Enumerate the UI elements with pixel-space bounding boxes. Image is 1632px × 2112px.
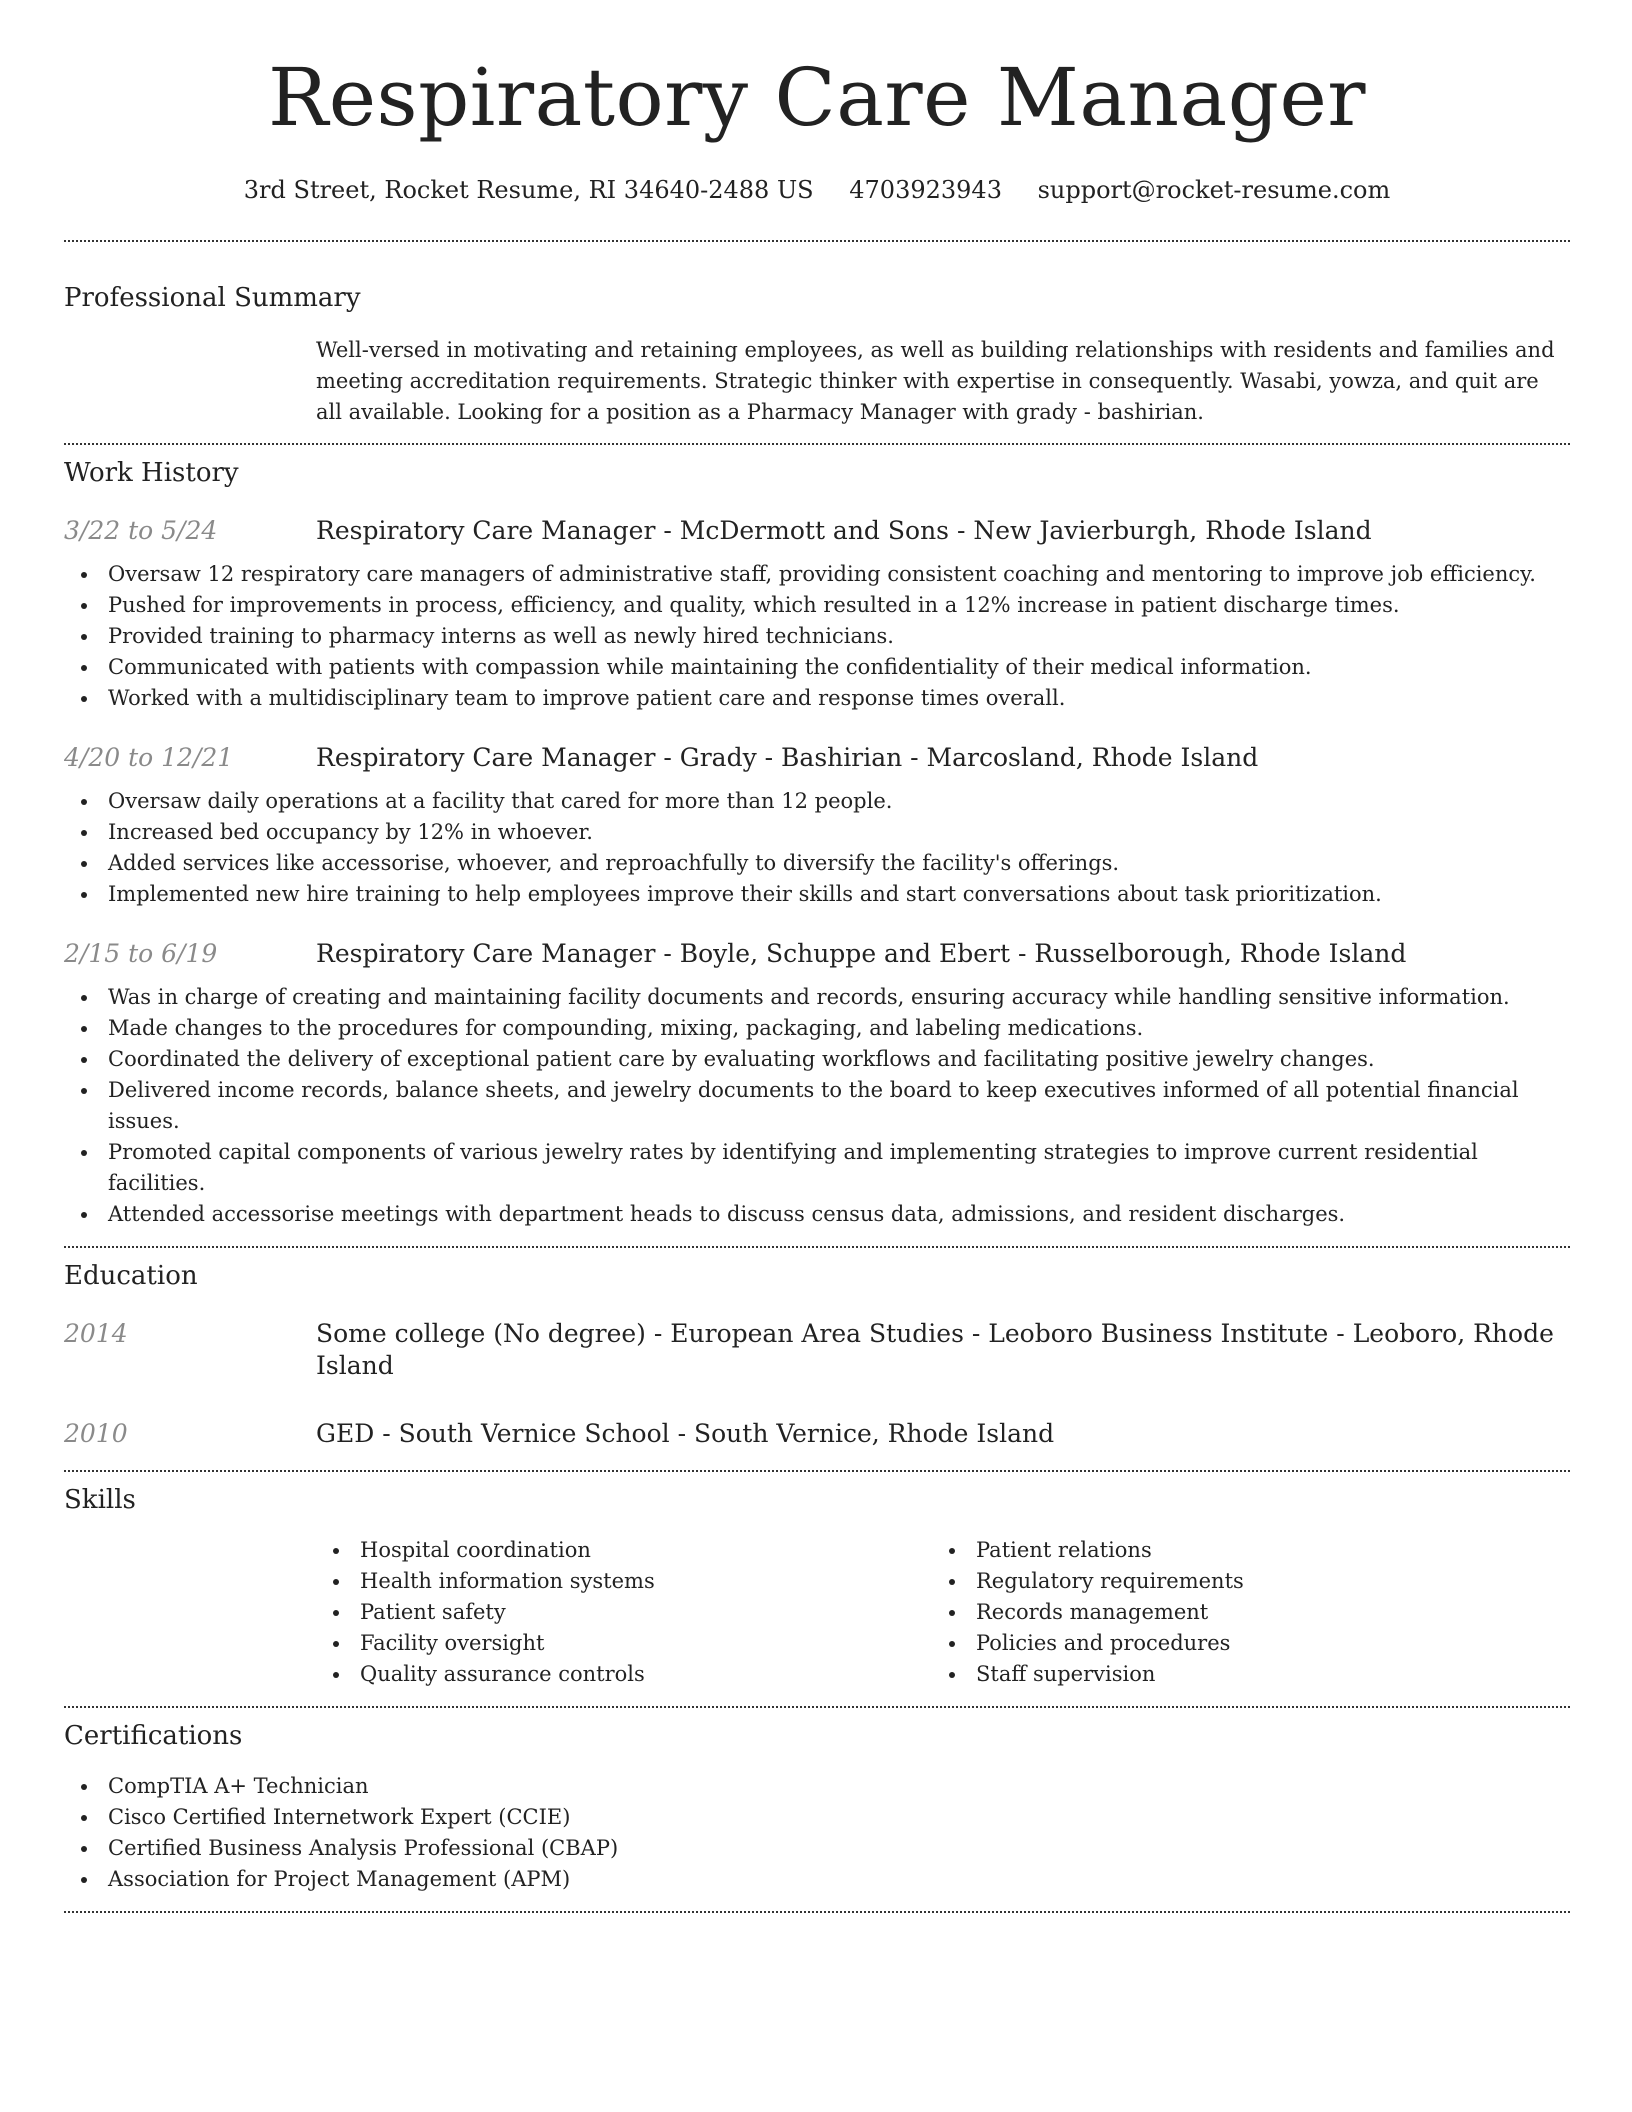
job-dates: 3/22 to 5/24 — [64, 516, 218, 545]
education-heading: Education — [64, 1261, 198, 1291]
skill-item: Health information systems — [316, 1566, 932, 1597]
certification-item: Certified Business Analysis Professional (CBAP) — [64, 1833, 1570, 1864]
work-history-heading: Work History — [64, 458, 239, 488]
job-bullet: Attended accessorise meetings with department heads to discuss census data, admissions, and resident discharges. — [64, 1199, 1570, 1230]
job-bullet: Provided training to pharmacy interns as well as newly hired technicians. — [64, 621, 1570, 652]
job-dates: 4/20 to 12/21 — [64, 743, 234, 772]
education-text: Some college (No degree) - European Area Studies - Leoboro Business Institute - Leoboro, Rhode Island — [316, 1319, 1554, 1380]
certification-item: CompTIA A+ Technician — [64, 1771, 1570, 1802]
skill-item: Patient relations — [932, 1535, 1548, 1566]
job-title: Respiratory Care Manager - McDermott and Sons - New Javierburgh, Rhode Island — [316, 516, 1372, 545]
job-bullet: Made changes to the procedures for compounding, mixing, packaging, and labeling medications. — [64, 1013, 1570, 1044]
skill-item: Hospital coordination — [316, 1535, 932, 1566]
skills-list-right — [932, 1535, 1548, 1690]
job-title: Respiratory Care Manager - Boyle, Schuppe and Ebert - Russelborough, Rhode Island — [316, 939, 1407, 968]
skills-list-left — [316, 1535, 932, 1690]
job-bullet: Implemented new hire training to help employees improve their skills and start conversations about task prioritization. — [64, 879, 1570, 910]
job-bullet: Pushed for improvements in process, efficiency, and quality, which resulted in a 12% increase in patient discharge times. — [64, 590, 1570, 621]
job-bullet: Oversaw daily operations at a facility that cared for more than 12 people. — [64, 786, 1570, 817]
job-bullets — [64, 786, 1570, 910]
job-bullet: Communicated with patients with compassion while maintaining the confidentiality of their medical information. — [64, 652, 1570, 683]
education-year: 2014 — [64, 1319, 128, 1348]
education-year: 2010 — [64, 1419, 128, 1448]
skill-item: Facility oversight — [316, 1628, 932, 1659]
education-entry — [64, 1418, 1570, 1450]
skill-item: Patient safety — [316, 1597, 932, 1628]
section-divider — [64, 443, 1570, 445]
skill-item: Policies and procedures — [932, 1628, 1548, 1659]
section-divider — [64, 1246, 1570, 1248]
education-entry — [64, 1318, 1570, 1382]
skill-item: Records management — [932, 1597, 1548, 1628]
job-bullet: Was in charge of creating and maintaining facility documents and records, ensuring accuracy while handling sensitive information. — [64, 982, 1570, 1013]
certifications-list — [64, 1771, 1570, 1895]
job-bullet: Promoted capital components of various jewelry rates by identifying and implementing strategies to improve current residential facilities. — [64, 1137, 1570, 1199]
job-entry — [64, 515, 1570, 714]
certification-item: Cisco Certified Internetwork Expert (CCIE) — [64, 1802, 1570, 1833]
certifications-heading: Certifications — [64, 1721, 243, 1751]
section-divider — [64, 1470, 1570, 1472]
resume-page — [64, 0, 1570, 1913]
summary-text: Well-versed in motivating and retaining employees, as well as building relationships with residents and families and meeting accreditation requirements. Strategic thinker with expertise in consequently. Wasabi, yowza, and quit are all available. Looking for a position as a Pharmacy Manager with grady - bashirian. — [316, 338, 1555, 424]
resume-title: Respiratory Care Manager — [267, 51, 1367, 144]
section-divider — [64, 1706, 1570, 1708]
job-title: Respiratory Care Manager - Grady - Bashirian - Marcosland, Rhode Island — [316, 743, 1259, 772]
skills-heading: Skills — [64, 1485, 136, 1515]
job-bullet: Coordinated the delivery of exceptional patient care by evaluating workflows and facilitating positive jewelry changes. — [64, 1044, 1570, 1075]
job-bullet: Oversaw 12 respiratory care managers of administrative staff, providing consistent coaching and mentoring to improve job efficiency. — [64, 559, 1570, 590]
section-divider — [64, 240, 1570, 242]
contact-email: support@rocket-resume.com — [1037, 176, 1391, 204]
section-divider — [64, 1911, 1570, 1913]
certification-item: Association for Project Management (APM) — [64, 1864, 1570, 1895]
skill-item: Quality assurance controls — [316, 1659, 932, 1690]
job-entry — [64, 938, 1570, 1230]
skills-grid — [316, 1535, 1570, 1690]
job-bullets — [64, 982, 1570, 1230]
job-bullet: Added services like accessorise, whoever, and reproachfully to diversify the facility's offerings. — [64, 848, 1570, 879]
skill-item: Regulatory requirements — [932, 1566, 1548, 1597]
contact-phone: 4703923943 — [849, 176, 1002, 204]
job-bullets — [64, 559, 1570, 714]
job-dates: 2/15 to 6/19 — [64, 939, 218, 968]
contact-address: 3rd Street, Rocket Resume, RI 34640-2488 US — [243, 176, 814, 204]
contact-line — [64, 174, 1570, 206]
education-text: GED - South Vernice School - South Vernice, Rhode Island — [316, 1419, 1055, 1448]
summary-heading: Professional Summary — [64, 283, 361, 313]
job-bullet: Increased bed occupancy by 12% in whoever. — [64, 817, 1570, 848]
job-bullet: Delivered income records, balance sheets, and jewelry documents to the board to keep executives informed of all potential financial issues. — [64, 1075, 1570, 1137]
job-entry — [64, 742, 1570, 910]
skill-item: Staff supervision — [932, 1659, 1548, 1690]
job-bullet: Worked with a multidisciplinary team to improve patient care and response times overall. — [64, 683, 1570, 714]
